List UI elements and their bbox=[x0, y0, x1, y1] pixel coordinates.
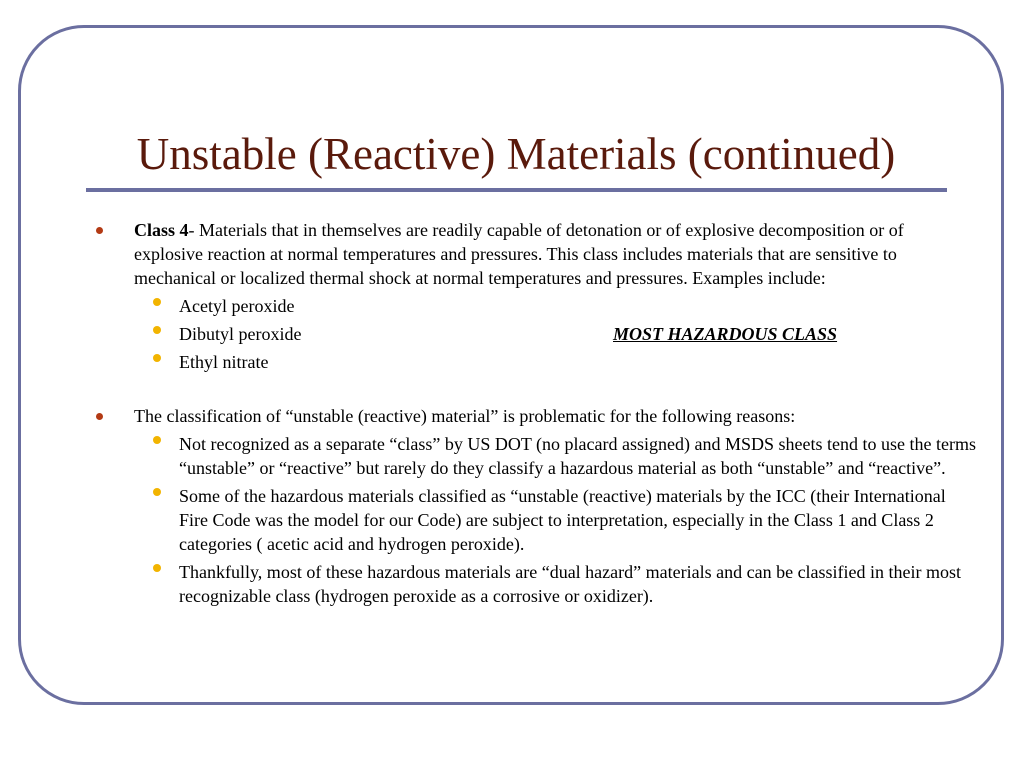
sub-item bbox=[134, 484, 976, 556]
bullet-text: The classification of “unstable (reactive) material” is problematic for the following reasons: bbox=[134, 406, 796, 426]
sub-item bbox=[134, 350, 976, 374]
sub-item bbox=[134, 560, 976, 608]
sub-bullet-icon bbox=[153, 298, 161, 306]
sub-list bbox=[134, 432, 976, 608]
bullet-classification bbox=[96, 404, 976, 608]
bullet-lead: Class 4 bbox=[134, 220, 189, 240]
bullet-class-4 bbox=[96, 218, 976, 374]
bullet-body: - Materials that in themselves are readily capable of detonation or of explosive decomposition or of explosive reaction at normal temperatures and pressures. This class includes materials that are sensitive to mechanical or localized thermal shock at normal temperatures and pressures. Examples include: bbox=[134, 220, 904, 288]
sub-item bbox=[134, 322, 976, 346]
sub-item-text: Some of the hazardous materials classified as “unstable (reactive) materials by the ICC (their International Fire Code was the model for our Code) are subject to interpretation, especially in the Class 1 and Class 2 categories ( acetic acid and hydrogen peroxide). bbox=[179, 486, 946, 554]
sub-item-text: Acetyl peroxide bbox=[179, 296, 295, 316]
sub-list bbox=[134, 294, 976, 374]
bullet-icon bbox=[96, 227, 103, 234]
sub-item-text: Dibutyl peroxide bbox=[179, 324, 302, 344]
sub-item-text: Not recognized as a separate “class” by US DOT (no placard assigned) and MSDS sheets tend to use the terms “unstable” or “reactive” but rarely do they classify a hazardous material as both “unstable” and “reactive”. bbox=[179, 434, 976, 478]
sub-bullet-icon bbox=[153, 354, 161, 362]
slide-content bbox=[96, 218, 976, 608]
sub-bullet-icon bbox=[153, 488, 161, 496]
sub-item bbox=[134, 294, 976, 318]
sub-bullet-icon bbox=[153, 436, 161, 444]
sub-bullet-icon bbox=[153, 564, 161, 572]
sub-item-text: Thankfully, most of these hazardous materials are “dual hazard” materials and can be classified in their most recognizable class (hydrogen peroxide as a corrosive or oxidizer). bbox=[179, 562, 962, 606]
sub-bullet-icon bbox=[153, 326, 161, 334]
slide-title: Unstable (Reactive) Materials (continued) bbox=[136, 129, 896, 179]
bullet-icon bbox=[96, 413, 103, 420]
sub-item-text: Ethyl nitrate bbox=[179, 352, 269, 372]
title-divider bbox=[86, 188, 947, 192]
bullet-text bbox=[134, 218, 976, 290]
hazard-callout: MOST HAZARDOUS CLASS bbox=[613, 324, 838, 344]
sub-item bbox=[134, 432, 976, 480]
